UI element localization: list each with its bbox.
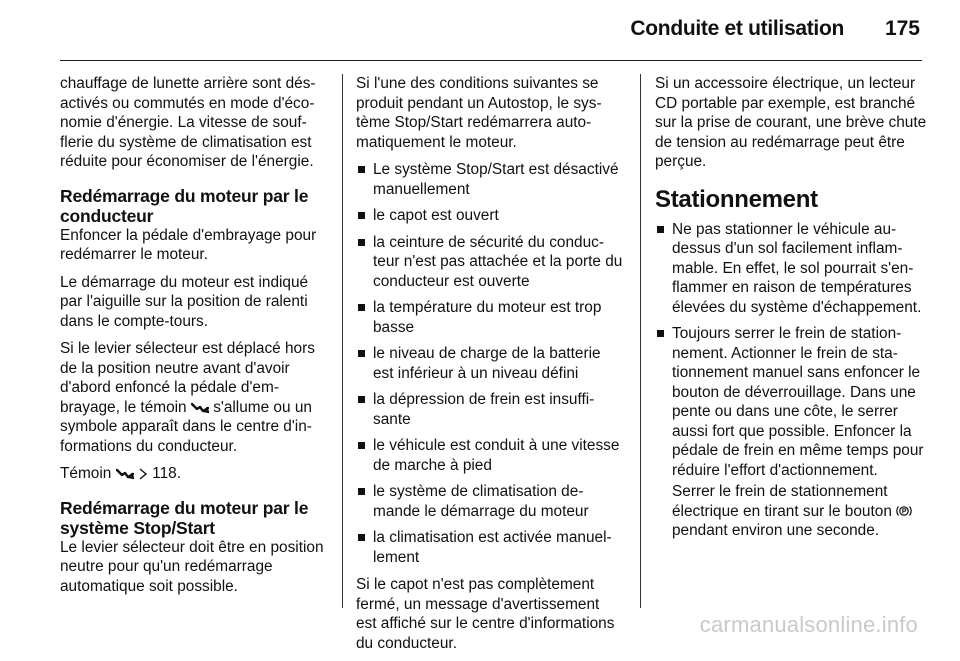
page-header — [0, 0, 960, 70]
page-reference-icon[interactable] — [138, 468, 148, 480]
paragraph: Si un accessoire électrique, un lecteur CD portable par exemple, est branché sur la prise de courant, une brève chute de tension au redémarrage peut être perçue. — [655, 75, 927, 170]
text: Toujours serrer le frein de stationnement. Actionner le frein de stationnement manuel sans enfoncer le bouton de déverrouillage. Dans une pente ou dans une côte, le serrer aussi fort que possible. Enfoncer la pédale de frein en même temps pour réduire l'effort d'actionnement. — [672, 325, 924, 479]
bullet-list — [356, 160, 624, 567]
bullet-list — [655, 220, 927, 541]
paragraph: Le levier sélecteur doit être en position neutre pour qu'un redémarrage automatique soit possible. — [60, 538, 324, 595]
autostop-indicator-icon — [191, 402, 209, 414]
sub-paragraph — [672, 482, 927, 541]
column-divider — [342, 74, 343, 608]
column-middle — [356, 74, 624, 661]
text: s'allume ou un symbole apparaît dans le centre d'informations du conducteur. — [60, 398, 312, 455]
list-item: le capot est ouvert — [356, 206, 624, 226]
paragraph: Si l'une des conditions suivantes se produit pendant un Autostop, le système Stop/Start redémarrera automatiquement le moteur. — [356, 75, 602, 151]
autostop-indicator-icon — [116, 468, 134, 480]
list-item — [655, 324, 927, 541]
header-divider — [60, 60, 922, 61]
subheading-driver-restart: Redémarrage du moteur par le conducteur — [60, 185, 309, 226]
column-right — [655, 74, 927, 549]
paragraph: chauffage de lunette arrière sont désactivés ou commutés en mode d'économie d'énergie. La vitesse de soufflerie du système de climatisation est réduite pour économiser de l'énergie. — [60, 75, 316, 170]
paragraph — [60, 464, 328, 484]
list-item: le niveau de charge de la batterie est inférieur à un niveau défini — [356, 344, 624, 383]
text: Serrer le frein de stationnement électrique en tirant sur le bouton — [672, 483, 892, 520]
list-item: la ceinture de sécurité du conducteur n'est pas attachée et la porte du conducteur est ouverte — [356, 233, 624, 292]
list-item: le véhicule est conduit à une vitesse de marche à pied — [356, 436, 624, 475]
section-heading-parking: Stationnement — [655, 185, 818, 213]
paragraph: Enfoncer la pédale d'embrayage pour redémarrer le moteur. — [60, 226, 317, 263]
watermark: carmanualsonline.info — [699, 612, 918, 637]
page-reference-link[interactable]: 118. — [152, 465, 181, 482]
subheading-stopstart-restart: Redémarrage du moteur par le système Stop/Start — [60, 497, 309, 538]
text: Témoin — [60, 465, 112, 482]
page-number: 175 — [884, 17, 920, 40]
list-item: le système de climatisation demande le démarrage du moteur — [356, 482, 624, 521]
parking-brake-icon — [896, 504, 912, 518]
column-left — [60, 74, 328, 604]
list-item: Le système Stop/Start est désactivé manuellement — [356, 160, 624, 199]
paragraph — [60, 339, 328, 456]
paragraph: Le démarrage du moteur est indiqué par l'aiguille sur la position de ralenti dans le compte-tours. — [60, 273, 309, 330]
text: pendant environ une seconde. — [672, 522, 880, 539]
section-title: Conduite et utilisation — [630, 17, 844, 40]
text: Si le levier sélecteur est déplacé hors de la position neutre avant d'avoir d'abord enfoncé la pédale d'embrayage, le témoin — [60, 340, 315, 416]
paragraph: Si le capot n'est pas complètement fermé, un message d'avertissement est affiché sur le centre d'informations du conducteur. — [356, 576, 615, 652]
list-item: la dépression de frein est insuffisante — [356, 390, 624, 429]
list-item: Ne pas stationner le véhicule au-dessus d'un sol facilement inflammable. En effet, le sol pourrait s'enflammer en raison de températures élevées du système d'échappement. — [655, 220, 927, 318]
list-item: la température du moteur est trop basse — [356, 298, 624, 337]
column-divider — [640, 74, 641, 608]
list-item: la climatisation est activée manuellement — [356, 528, 624, 567]
